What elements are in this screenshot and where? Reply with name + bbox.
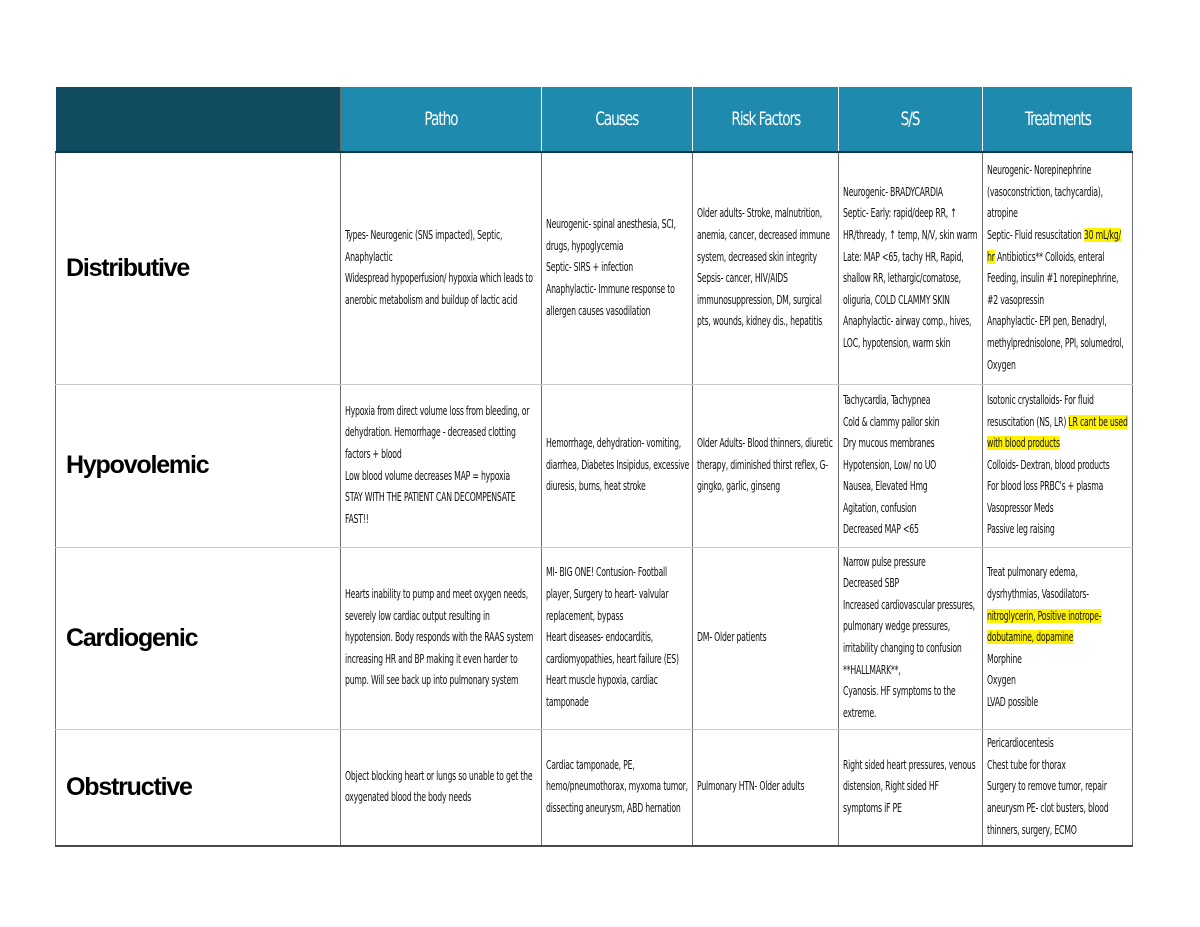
header-causes: Causes: [542, 87, 693, 152]
cell-treatments: Neurogenic- Norepinephrine (vasoconstriction, tachycardia), atropine Septic- Fluid resuscitation 30 mL/kg/ hr Antibiotics** Colloids, enteral Feeding, insulin #1 norepinephrine, #2 vasopressin Anaphylactic- EPI pen, Benadryl, methylprednisolone, PPI, solumedrol, Oxygen: [983, 152, 1133, 384]
cell-patho: Hypoxia from direct volume loss from bleeding, or dehydration. Hemorrhage - decreased clotting factors + blood Low blood volume decreases MAP = hypoxia STAY WITH THE PATIENT CAN DECOMPENSATE FAST!!: [341, 384, 542, 547]
cell-signs-symptoms: Right sided heart pressures, venous distension, Right sided HF symptoms iF PE: [839, 729, 983, 846]
shock-table-sheet: [55, 87, 1132, 847]
cell-patho: Hearts inability to pump and meet oxygen needs, severely low cardiac output resulting in hypotension. Body responds with the RAAS system increasing HR and BP making it even harder to pump. Will see back up into pulmonary system: [341, 547, 542, 729]
row-distributive: [56, 152, 1133, 384]
header-patho: Patho: [341, 87, 542, 152]
cell-patho: Object blocking heart or lungs so unable to get the oxygenated blood the body needs: [341, 729, 542, 846]
row-label: Distributive: [56, 152, 341, 384]
header-row: [56, 87, 1133, 152]
cell-causes: Hemorrhage, dehydration- vomiting, diarrhea, Diabetes Insipidus, excessive diuresis, burns, heat stroke: [542, 384, 693, 547]
cell-treatments: Treat pulmonary edema, dysrhythmias, Vasodilators- nitroglycerin, Positive inotrope- dobutamine, dopamine Morphine Oxygen LVAD possible: [983, 547, 1133, 729]
row-obstructive: [56, 729, 1133, 846]
header-risk-factors: Risk Factors: [693, 87, 839, 152]
cell-signs-symptoms: Narrow pulse pressure Decreased SBP Increased cardiovascular pressures, pulmonary wedge pressures, irritability changing to confusion **HALLMARK**, Cyanosis. HF symptoms to the extreme.: [839, 547, 983, 729]
cell-treatments: Isotonic crystalloids- For fluid resuscitation (NS, LR) LR cant be used with blood products Colloids- Dextran, blood products For blood loss PRBC's + plasma Vasopressor Meds Passive leg raising: [983, 384, 1133, 547]
cell-causes: Neurogenic- spinal anesthesia, SCI, drugs, hypoglycemia Septic- SIRS + infection Anaphylactic- Immune response to allergen causes vasodilation: [542, 152, 693, 384]
header-treatments: Treatments: [983, 87, 1133, 152]
cell-patho: Types- Neurogenic (SNS impacted), Septic, Anaphylactic Widespread hypoperfusion/ hypoxia which leads to anerobic metabolism and buildup of lactic acid: [341, 152, 542, 384]
cell-risk-factors: Pulmonary HTN- Older adults: [693, 729, 839, 846]
cell-causes: Cardiac tamponade, PE, hemo/pneumothorax, myxoma tumor, dissecting aneurysm, ABD hernation: [542, 729, 693, 846]
highlighted-text: nitroglycerin, Positive inotrope- dobutamine, dopamine: [987, 608, 1102, 645]
row-label: Cardiogenic: [56, 547, 341, 729]
highlighted-text: LR cant be used with blood products: [987, 414, 1128, 451]
cell-risk-factors: Older adults- Stroke, malnutrition, anemia, cancer, decreased immune system, decreased skin integrity Sepsis- cancer, HIV/AIDS immunosuppression, DM, surgical pts, wounds, kidney dis., hepatitis: [693, 152, 839, 384]
row-hypovolemic: [56, 384, 1133, 547]
cell-signs-symptoms: Tachycardia, Tachypnea Cold & clammy pallor skin Dry mucous membranes Hypotension, Low/ no UO Nausea, Elevated Hmg Agitation, confusion Decreased MAP <65: [839, 384, 983, 547]
row-label: Obstructive: [56, 729, 341, 846]
cell-risk-factors: Older Adults- Blood thinners, diuretic therapy, diminished thirst reflex, G- gingko, garlic, ginseng: [693, 384, 839, 547]
cell-causes: MI- BIG ONE! Contusion- Football player, Surgery to heart- valvular replacement, bypass Heart diseases- endocarditis, cardiomyopathies, heart failure (ES) Heart muscle hypoxia, cardiac tamponade: [542, 547, 693, 729]
row-label: Hypovolemic: [56, 384, 341, 547]
header-signs-symptoms: S/S: [839, 87, 983, 152]
header-corner: [56, 87, 341, 152]
cell-treatments: Pericardiocentesis Chest tube for thorax Surgery to remove tumor, repair aneurysm PE- clot busters, blood thinners, surgery, ECMO: [983, 729, 1133, 846]
cell-risk-factors: DM- Older patients: [693, 547, 839, 729]
shock-types-table: [55, 87, 1133, 847]
row-cardiogenic: [56, 547, 1133, 729]
highlighted-text: 30 mL/kg/ hr: [987, 228, 1121, 264]
cell-signs-symptoms: Neurogenic- BRADYCARDIA Septic- Early: rapid/deep RR, ↑ HR/thready, ↑ temp, N/V, skin warm Late: MAP <65, tachy HR, Rapid, shallow RR, lethargic/comatose, oliguria, COLD CLAMMY SKIN Anaphylactic- airway comp., hives, LOC, hypotension, warm skin: [839, 152, 983, 384]
